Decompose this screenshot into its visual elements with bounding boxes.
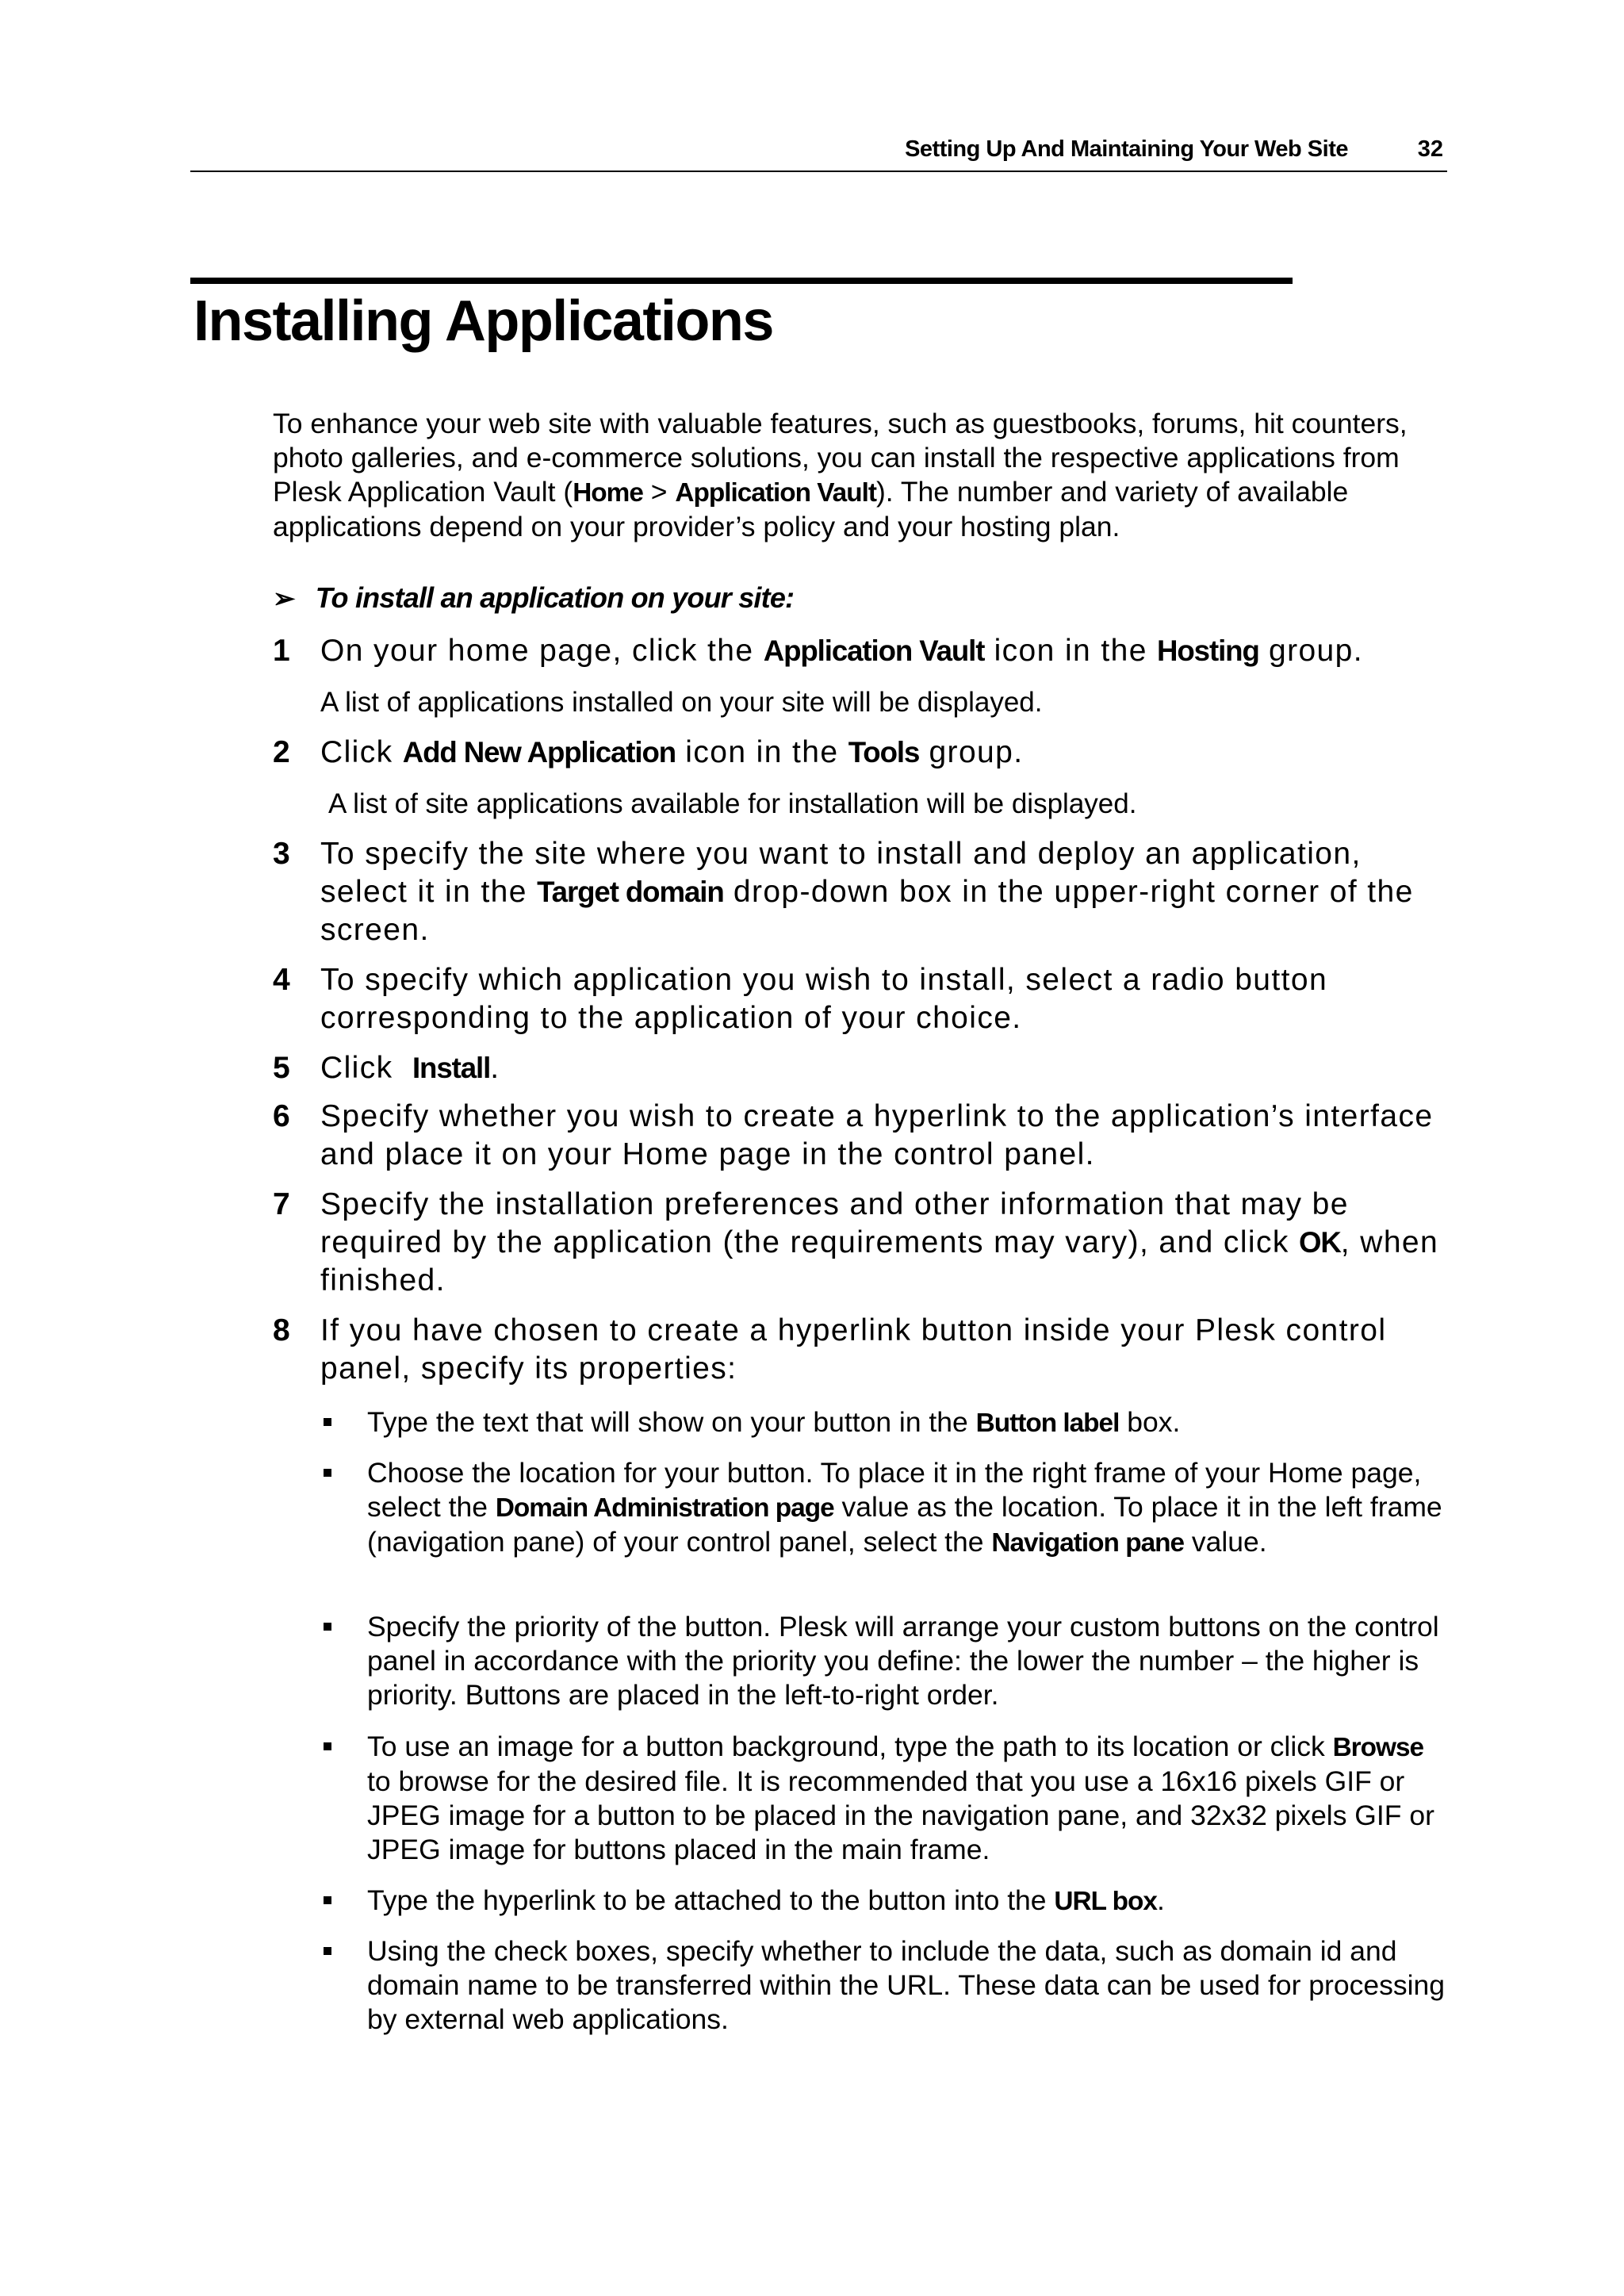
square-bullet-icon <box>324 1947 331 1955</box>
step-result-note: A list of applications installed on your site will be displayed. <box>320 687 1043 718</box>
step-item: 3 To specify the site where you want to install and deploy an application, select it in the Target domain drop-down box in the upper-right corner of the screen. <box>273 837 1414 947</box>
square-bullet-icon <box>324 1896 331 1904</box>
square-bullet-icon <box>324 1742 331 1750</box>
ui-term-application-vault: Application Vault <box>675 478 876 508</box>
step-number: 7 <box>273 1187 290 1221</box>
step-number: 6 <box>273 1099 290 1133</box>
step-number: 3 <box>273 837 290 871</box>
square-bullet-icon <box>324 1623 331 1631</box>
list-item: Type the text that will show on your button in the Button label box. <box>320 1405 1446 1440</box>
ui-term-home: Home <box>573 478 643 508</box>
step-number: 8 <box>273 1313 290 1347</box>
header-rule <box>190 171 1447 172</box>
step-number: 4 <box>273 963 290 997</box>
list-item: Specify the priority of the button. Plesk will arrange your custom buttons on the control panel in accordance with the priority you define: the lower the number – the higher is priority. Buttons are placed in the left-to-right order. <box>320 1610 1446 1712</box>
step-result-note: A list of site applications available for installation will be displayed. <box>328 788 1137 819</box>
title-rule <box>190 278 1293 284</box>
step-number: 2 <box>273 735 290 769</box>
step-item: 6 Specify whether you wish to create a hyperlink to the application’s interface and place it on your Home page in the control panel. <box>273 1099 1434 1171</box>
step-number: 5 <box>273 1051 290 1085</box>
step-item: 8 If you have chosen to create a hyperlink button inside your Plesk control panel, specify its properties: <box>273 1313 1387 1386</box>
page-title: Installing Applications <box>193 289 773 353</box>
step-item: 1 On your home page, click the Application Vault icon in the Hosting group. <box>273 632 1454 670</box>
step-item: 5 Click Install. <box>273 1049 1454 1087</box>
square-bullet-icon <box>324 1469 331 1477</box>
running-header-title: Setting Up And Maintaining Your Web Site <box>905 136 1348 162</box>
procedure-title: To install an application on your site: <box>315 581 795 614</box>
step-item: 4 To specify which application you wish to install, select a radio button corresponding to the application of your choice. <box>273 963 1328 1035</box>
intro-paragraph: To enhance your web site with valuable features, such as guestbooks, forums, hit counters, photo galleries, and e-commerce solutions, you can install the respective applications from Plesk Application Vault (Home > Application Vault). The number and variety of available applications depend on your provider’s policy and your hosting plan. <box>273 408 1408 542</box>
list-item: To use an image for a button background, type the path to its location or click Browse to browse for the desired file. It is recommended that you use a 16x16 pixels GIF or JPEG image for a button to be placed in the navigation pane, and 32x32 pixels GIF or JPEG image for buttons placed in the main frame. <box>320 1730 1446 1867</box>
list-item: Choose the location for your button. To place it in the right frame of your Home page, select the Domain Administration page value as the location. To place it in the left frame (navigation pane) of your control panel, select the Navigation pane value. <box>320 1456 1446 1560</box>
step-number: 1 <box>273 634 290 668</box>
list-item: Type the hyperlink to be attached to the button into the URL box. <box>320 1884 1446 1918</box>
arrow-bullet-icon: ➢ <box>273 584 295 614</box>
page-number: 32 <box>1417 136 1443 162</box>
list-item: Using the check boxes, specify whether to include the data, such as domain id and domain name to be transferred within the URL. These data can be used for processing by external web applications. <box>320 1934 1446 2037</box>
step-item: 7 Specify the installation preferences and other information that may be required by the application (the requirements may vary), and click OK, when finished. <box>273 1187 1439 1297</box>
procedure-heading <box>273 581 794 615</box>
step-item: 2 Click Add New Application icon in the Tools group. <box>273 734 1454 772</box>
square-bullet-icon <box>324 1418 331 1426</box>
